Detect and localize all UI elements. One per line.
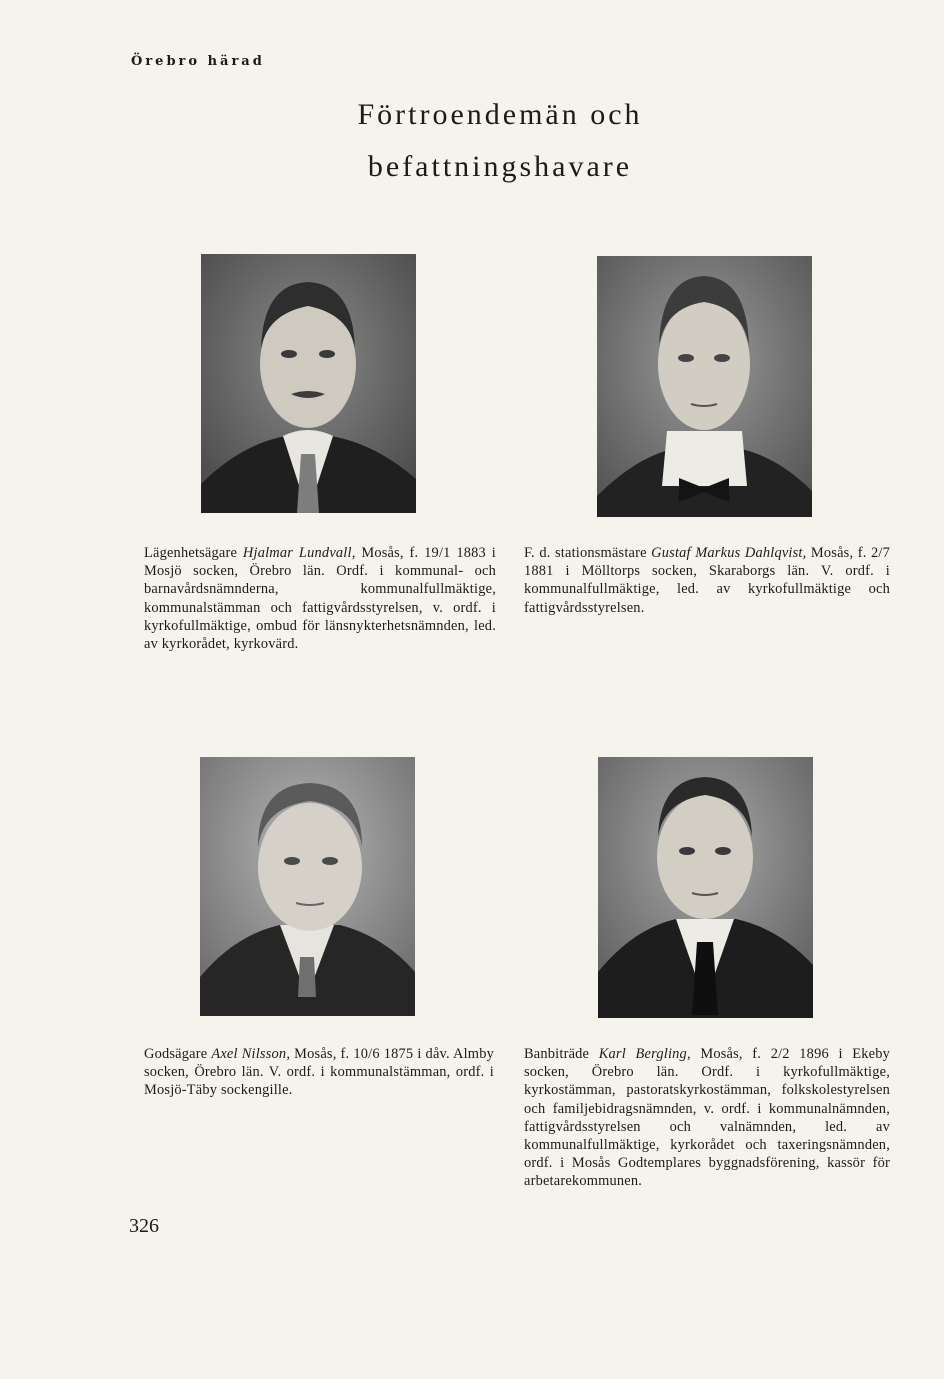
caption-3 [144, 1045, 494, 1100]
page-title-line-1: Förtroendemän och [357, 98, 643, 131]
portrait-photo-4 [598, 757, 813, 1018]
person-name: Axel Nilsson, [211, 1046, 291, 1062]
portrait-image [598, 757, 813, 1018]
portrait-image [597, 256, 812, 517]
caption-text: Mosås, f. 2/2 1896 i Ekeby socken, Örebro län. Ordf. i kyrkofullmäktige, kyrkostämman, pastoratskyrkostämman, folkskolestyrelsen och familjebidragsnämnden, v. ordf. i kommunalnämnden, fattigvårdsstyrelsen och valnämnden, led. av kommunalfullmäktige, kyrkorådet och taxeringsnämnden, ordf. i Mosås Godtemplares byggnadsförening, kassör för arbetarekommunen. [524, 1046, 891, 1190]
portrait-image [201, 254, 416, 513]
person-name: Gustaf Markus Dahlqvist, [651, 545, 807, 561]
portrait-image [200, 757, 415, 1016]
caption-2 [524, 544, 890, 617]
portrait-photo-1 [201, 254, 416, 513]
running-header: Örebro härad [131, 54, 265, 69]
caption-prefix: Godsägare [144, 1046, 212, 1062]
caption-text: Mosås, f. 10/6 1875 i dåv. Almby socken, Örebro län. V. ordf. i kommunalstämman, ordf. i Mosjö-Täby sockengille. [144, 1046, 494, 1099]
caption-prefix: Banbiträde [524, 1046, 599, 1062]
page-title-line-2: befattningshavare [367, 150, 633, 183]
caption-text: Mosås, f. 2/7 1881 i Mölltorps socken, Skaraborgs län. V. ordf. i kommunalfullmäktige, led. av kyrkofullmäktige och fattigvårdsstyrelsen. [524, 545, 890, 616]
caption-prefix: F. d. stationsmästare [524, 545, 652, 561]
caption-1 [144, 544, 496, 653]
person-name: Karl Bergling, [598, 1046, 691, 1062]
caption-text: Mosås, f. 19/1 1883 i Mosjö socken, Örebro län. Ordf. i kommunal- och barnavårdsnämnderna, kommunalfullmäktige, kommunalstämman och fattigvårdsstyrelsen, v. ordf. i kyrkofullmäktige, ombud för länsnykterhetsnämnden, led. av kyrkorådet, kyrkovärd. [144, 545, 496, 653]
person-name: Hjalmar Lundvall, [242, 545, 356, 561]
page-number: 326 [129, 1215, 159, 1237]
caption-4 [524, 1045, 890, 1191]
portrait-photo-3 [200, 757, 415, 1016]
caption-prefix: Lägenhetsägare [144, 545, 243, 561]
portrait-photo-2 [597, 256, 812, 517]
